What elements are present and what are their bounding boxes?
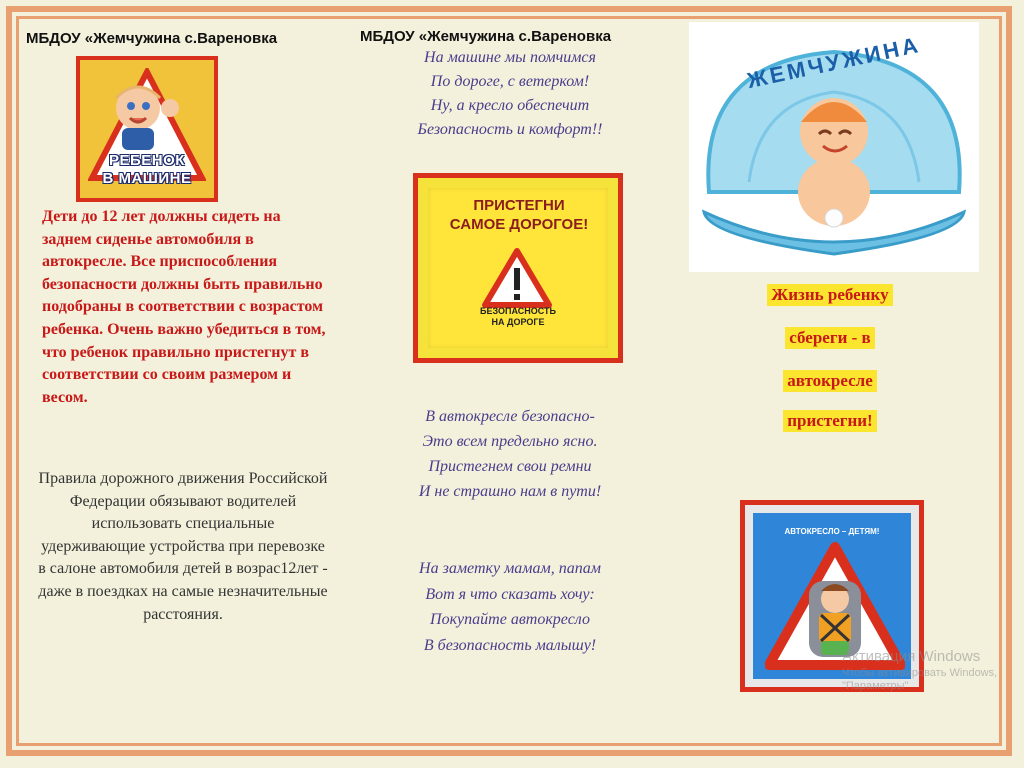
poem-line: В автокресле безопасно- (425, 408, 595, 425)
watermark-line1: Активация Windows (842, 648, 981, 665)
poem-1 (380, 46, 640, 142)
baby-sign-caption-line1: РЕБЕНОК (109, 152, 185, 169)
watermark-line3: "Параметры" (842, 680, 909, 692)
poem-line: В безопасность малышу! (423, 636, 597, 654)
poem-2 (380, 404, 640, 504)
poem-line: Вот я что сказать хочу: (425, 585, 595, 603)
poem-line: Это всем предельно ясно. (422, 433, 598, 450)
poem-line: На машине мы помчимся (424, 49, 596, 66)
header-center: МБДОУ «Жемчужина с.Вареновка (360, 28, 612, 45)
buckle-up-sign (413, 173, 623, 363)
slogan-line-2 (760, 327, 900, 349)
poem-line: Пристегнем свои ремни (428, 458, 592, 475)
pearl-logo (689, 22, 979, 272)
slogan-text: автокресле (783, 370, 877, 392)
buckle-sub-line2: НА ДОРОГЕ (491, 317, 545, 327)
buckle-sign-title (434, 196, 604, 234)
buckle-sub-line1: БЕЗОПАСНОСТЬ (480, 306, 556, 316)
slogan-text: пристегни! (783, 410, 876, 432)
poem-line: По дороге, с ветерком! (430, 73, 590, 90)
windows-activation-watermark (842, 648, 1022, 692)
poem-line: Ну, а кресло обеспечит (430, 97, 590, 114)
slogan-text: сбереги - в (785, 327, 874, 349)
logo-word: ЖЕМЧУЖИНА (744, 31, 923, 94)
buckle-title-line2: САМОЕ ДОРОГОЕ! (449, 216, 589, 233)
car-seat-caption: АВТОКРЕСЛО – ДЕТЯМ! (784, 527, 880, 536)
slogan-text: Жизнь ребенку (767, 284, 892, 306)
poem-3 (380, 556, 640, 658)
baby-sign-caption (94, 152, 200, 188)
main-advice-text: Дети до 12 лет должны сидеть на заднем сиденье автомобиля в автокресле. Все приспособления безопасности должны быть правильно подобраны в соответствии с возрастом ребенка. Очень важно убедиться в том, что ребенок правильно пристегнут в соответствии со своим размером и весом. (42, 208, 326, 406)
poem-line: Покупайте автокресло (430, 611, 590, 628)
slogan-line-1 (760, 284, 900, 306)
poem-line: На заметку мамам, папам (419, 560, 601, 577)
buckle-sign-subtitle (458, 306, 578, 328)
header-left: МБДОУ «Жемчужина с.Вареновка (26, 30, 278, 47)
slogan-line-3 (760, 370, 900, 392)
warning-triangle-icon (482, 248, 552, 308)
poem-line: Безопасность и комфорт!! (417, 121, 603, 138)
baby-in-car-sign (76, 56, 218, 202)
poem-line: И не страшно нам в пути! (418, 483, 602, 500)
watermark-line2: Чтобы активировать Windows, (842, 667, 998, 679)
baby-sign-caption-line2: В МАШИНЕ (102, 170, 192, 187)
traffic-rules-text: Правила дорожного движения Российской Федерации обязывают водителей использовать специальные удерживающие устройства при перевозке в салоне автомобиля детей в возрас12лет - даже в поездках на самые незначительные расстояния. (38, 470, 328, 623)
buckle-title-line1: ПРИСТЕГНИ (473, 197, 565, 214)
slogan-line-4 (760, 410, 900, 432)
